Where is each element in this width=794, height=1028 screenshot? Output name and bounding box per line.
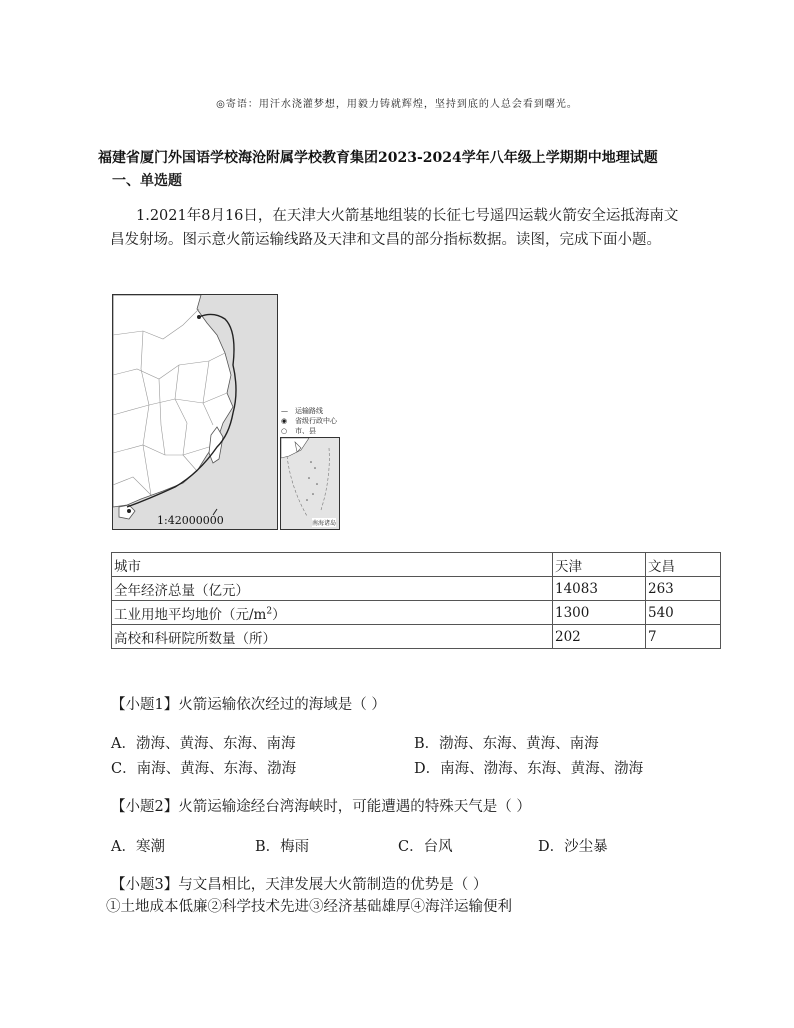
hainan-island — [119, 505, 135, 519]
map-legend — [281, 406, 337, 436]
wenchang-marker — [127, 509, 131, 513]
capital-dot-icon: ◉ — [281, 417, 288, 425]
option-1c[interactable]: C．南海、黄海、东海、渤海 — [111, 761, 297, 777]
table-cell — [112, 601, 553, 625]
option-2d[interactable]: D．沙尘暴 — [538, 839, 608, 855]
city-circle-icon: ○ — [281, 427, 288, 435]
section-heading: 一、单选题 — [112, 173, 182, 189]
table-cell: 263 — [646, 577, 721, 601]
legend-item — [281, 406, 337, 416]
city-data-table — [111, 552, 721, 649]
table-header-row — [112, 553, 721, 577]
map-scale: 1:42000000 — [157, 514, 224, 527]
option-2c[interactable]: C．台风 — [398, 839, 453, 855]
page-title: 福建省厦门外国语学校海沧附属学校教育集团2023-2024学年八年级上学期期中地理试题 — [98, 150, 658, 166]
table-row — [112, 601, 721, 625]
mainland-land — [113, 295, 233, 507]
question-intro — [110, 204, 690, 252]
table-header-cell: 城市 — [112, 553, 553, 577]
legend-label: 市、县 — [295, 427, 316, 435]
legend-item — [281, 426, 337, 436]
legend-item — [281, 416, 337, 426]
table-header-cell: 天津 — [553, 553, 646, 577]
question-intro-text: 1.2021年8月16日，在天津大火箭基地组装的长征七号遥四运载火箭安全运抵海南文昌发射场。图示意火箭运输线路及天津和文昌的部分指标数据。读图，完成下面小题。 — [110, 208, 679, 248]
option-1a[interactable]: A．渤海、黄海、东海、南海 — [111, 736, 296, 752]
inset-graphic — [281, 438, 339, 529]
inset-label: 南海诸岛 — [311, 520, 336, 527]
option-2b[interactable]: B．梅雨 — [255, 839, 310, 855]
table-cell: 1300 — [553, 601, 646, 625]
option-1b[interactable]: B．渤海、东海、黄海、南海 — [414, 736, 599, 752]
motto: ◎寄语：用汗水浇灌梦想，用毅力铸就辉煌，坚持到底的人总会看到曙光。 — [216, 99, 578, 110]
south-china-sea-inset — [280, 437, 340, 530]
table-cell: 202 — [553, 625, 646, 649]
table-cell: 7 — [646, 625, 721, 649]
table-cell: 高校和科研院所数量（所） — [112, 625, 553, 649]
table-header-cell: 文昌 — [646, 553, 721, 577]
table-row — [112, 625, 721, 649]
legend-label: 运输路线 — [295, 407, 323, 415]
option-1d[interactable]: D．南海、渤海、东海、黄海、渤海 — [414, 761, 644, 777]
subquestion-3-stem: 【小题3】与文昌相比，天津发展大火箭制造的优势是（ ） — [111, 877, 488, 893]
subquestion-3-statements: ①土地成本低廉②科学技术先进③经济基础雄厚④海洋运输便利 — [106, 899, 512, 915]
table-cell: 14083 — [553, 577, 646, 601]
tianjin-marker — [197, 315, 201, 319]
table-cell: 540 — [646, 601, 721, 625]
route-line-icon: — — [281, 407, 288, 415]
table-cell-text: 工业用地平均地价（元/m — [114, 606, 267, 623]
route-map-graphic — [113, 295, 277, 529]
option-2a[interactable]: A．寒潮 — [111, 839, 165, 855]
unit-tail: ） — [272, 606, 286, 623]
subquestion-2-stem: 【小题2】火箭运输途经台湾海峡时，可能遭遇的特殊天气是（ ） — [111, 799, 531, 815]
unit-superscript: 2 — [266, 606, 273, 616]
table-row — [112, 577, 721, 601]
legend-label: 省级行政中心 — [295, 417, 337, 425]
subquestion-1-stem: 【小题1】火箭运输依次经过的海域是（ ） — [111, 697, 386, 713]
table-cell: 全年经济总量（亿元） — [112, 577, 553, 601]
route-map — [112, 294, 278, 530]
